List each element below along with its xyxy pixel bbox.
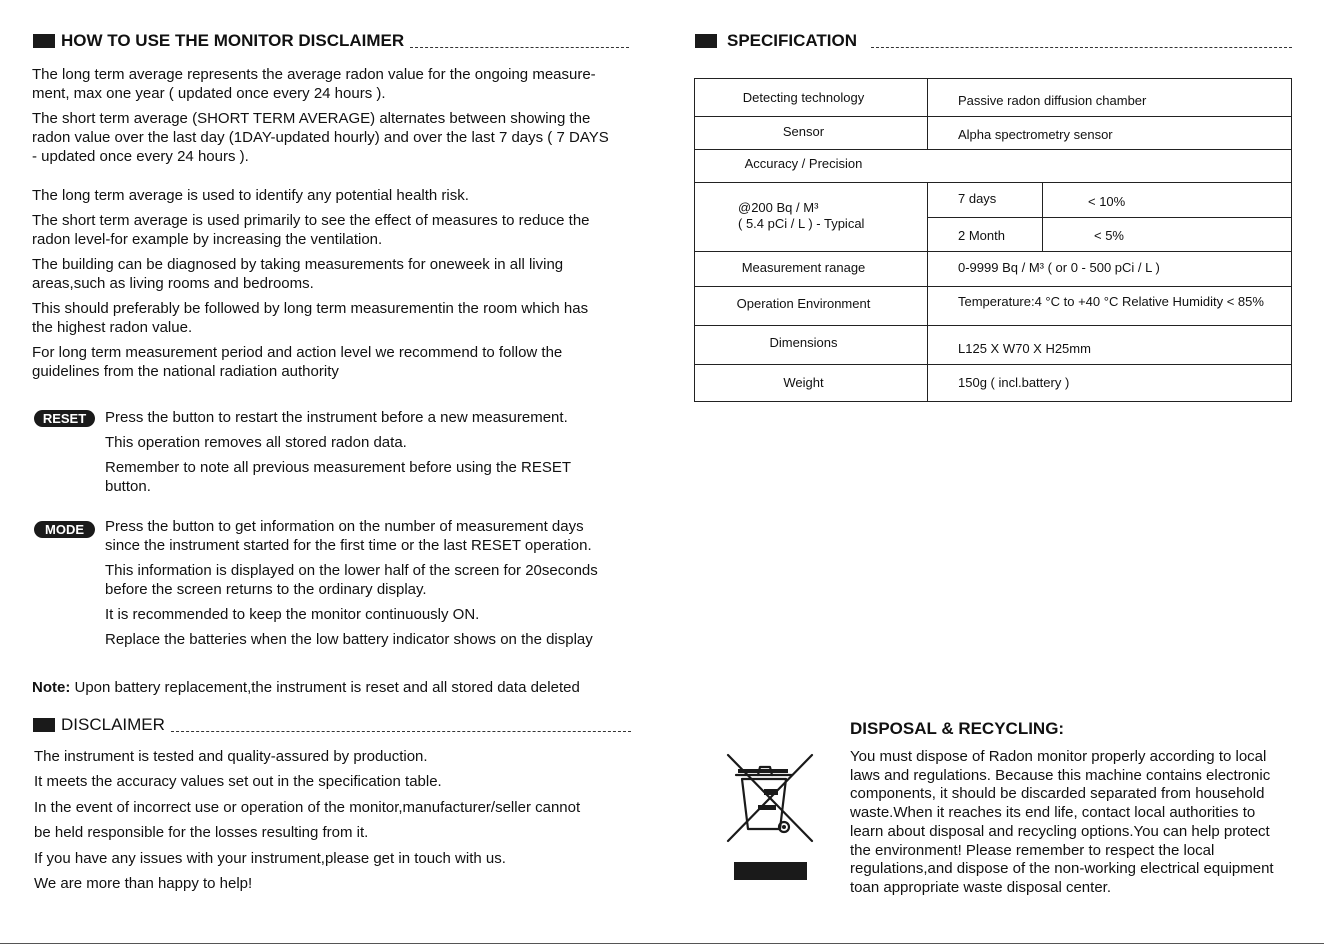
specification-title: SPECIFICATION xyxy=(727,31,858,50)
table-rule xyxy=(695,364,1291,365)
disclaimer-title: DISCLAIMER xyxy=(61,715,165,734)
heading-dashed-rule xyxy=(171,731,631,732)
paragraph-followup: This should preferably be followed by long term measurementin the room which has the highest radon value. xyxy=(32,300,589,336)
table-rule xyxy=(695,251,1291,252)
paragraph-long-term: The long term average represents the average radon value for the ongoing measure- ment, max one year ( updated once every 24 hours ). xyxy=(32,66,596,102)
spec-value-range: 0-9999 Bq / M³ ( or 0 - 500 pCi / L ) xyxy=(958,260,1160,275)
spec-value-dimensions: L125 X W70 X H25mm xyxy=(958,341,1091,356)
how-to-use-heading xyxy=(33,31,629,51)
disclaimer-line-1: The instrument is tested and quality-assured by production. xyxy=(34,748,428,765)
paragraph-health-risk: The long term average is used to identify any potential health risk. xyxy=(32,187,469,204)
table-rule xyxy=(1042,182,1043,251)
paragraph-guidelines: For long term measurement period and action level we recommend to follow the guidelines from the national radiation authority xyxy=(32,344,563,380)
crossed-out-wheelie-bin-icon xyxy=(726,753,816,845)
note-label: Note: xyxy=(32,679,71,696)
mode-line-1: Press the button to get information on the number of measurement days since the instrument started for the first time or the last RESET operation. xyxy=(105,518,592,554)
battery-note xyxy=(32,678,580,697)
mode-line-4: Replace the batteries when the low battery indicator shows on the display xyxy=(105,631,593,648)
page-bottom-rule xyxy=(0,943,1324,944)
disclaimer-line-3: In the event of incorrect use or operation of the monitor,manufacturer/seller cannot xyxy=(34,799,581,816)
spec-value-2-month: < 5% xyxy=(1094,228,1124,243)
spec-value-7-days: < 10% xyxy=(1088,194,1126,209)
spec-label-sensor: Sensor xyxy=(782,124,825,139)
table-rule xyxy=(695,286,1291,287)
specification-table xyxy=(694,78,1292,402)
heading-square-icon xyxy=(33,34,55,48)
spec-value-detecting: Passive radon diffusion chamber xyxy=(958,93,1147,108)
heading-square-icon xyxy=(695,34,717,48)
reset-badge: RESET xyxy=(34,410,95,427)
table-rule xyxy=(695,325,1291,326)
spec-value-sensor: Alpha spectrometry sensor xyxy=(958,127,1113,142)
spec-label-dimensions: Dimensions xyxy=(769,335,838,350)
spec-period-7-days: 7 days xyxy=(958,191,997,206)
mode-line-2: This information is displayed on the lower half of the screen for 20seconds before the screen returns to the ordinary display. xyxy=(105,562,598,598)
table-rule xyxy=(695,149,1291,150)
reset-line-1: Press the button to restart the instrument before a new measurement. xyxy=(105,409,568,426)
paragraph-short-term-use: The short term average is used primarily to see the effect of measures to reduce the radon level-for example by increasing the ventilation. xyxy=(32,212,590,248)
disclaimer-heading xyxy=(33,715,631,735)
note-text: Upon battery replacement,the instrument is reset and all stored data deleted xyxy=(74,679,580,696)
heading-square-icon xyxy=(33,718,55,732)
reset-line-2: This operation removes all stored radon data. xyxy=(105,434,407,451)
table-rule xyxy=(927,182,928,401)
spec-label-accuracy: Accuracy / Precision xyxy=(744,156,863,171)
spec-label-range: Measurement ranage xyxy=(741,260,866,275)
paragraph-diagnosis: The building can be diagnosed by taking measurements for oneweek in all living areas,such as living rooms and bedrooms. xyxy=(32,256,564,292)
table-rule xyxy=(695,116,1291,117)
spec-label-environment: Operation Environment xyxy=(736,296,871,311)
mode-line-3: It is recommended to keep the monitor continuously ON. xyxy=(105,606,480,623)
table-rule xyxy=(927,79,928,149)
spec-period-2-month: 2 Month xyxy=(958,228,1005,243)
disposal-title: DISPOSAL & RECYCLING: xyxy=(850,719,1065,738)
disclaimer-line-2: It meets the accuracy values set out in the specification table. xyxy=(34,773,442,790)
spec-value-weight: 150g ( incl.battery ) xyxy=(958,375,1070,390)
spec-label-typical-line2: ( 5.4 pCi / L ) - Typical xyxy=(738,216,865,231)
spec-label-typical-line1: @200 Bq / M³ xyxy=(738,200,819,215)
how-to-use-title: HOW TO USE THE MONITOR DISCLAIMER xyxy=(61,31,405,50)
disclaimer-line-5: If you have any issues with your instrument,please get in touch with us. xyxy=(34,850,506,867)
disposal-text: You must dispose of Radon monitor properly according to local laws and regulations. Because this machine contains electronic components, it should be discarded separated from household waste.When it reaches its end life, contact local authorities to learn about disposal and recycling options.You can help protect the environment! Please remember to respect the local regulations,and dispose of the non-working electrical equipment toan appropriate waste disposal center. xyxy=(850,748,1274,896)
table-rule xyxy=(695,182,1291,183)
heading-dashed-rule xyxy=(871,47,1292,48)
heading-dashed-rule xyxy=(410,47,629,48)
specification-heading xyxy=(695,31,1292,51)
mode-badge: MODE xyxy=(34,521,95,538)
spec-label-detecting: Detecting technology xyxy=(742,90,865,105)
spec-label-weight: Weight xyxy=(783,375,824,390)
disposal-black-bar xyxy=(734,862,807,880)
disclaimer-line-4: be held responsible for the losses resulting from it. xyxy=(34,824,369,841)
reset-line-3: Remember to note all previous measurement before using the RESET button. xyxy=(105,459,572,495)
table-rule xyxy=(927,217,1291,218)
disclaimer-line-6: We are more than happy to help! xyxy=(34,875,253,892)
spec-value-environment: Temperature:4 °C to +40 °C Relative Humidity < 85% xyxy=(958,294,1264,309)
paragraph-short-term: The short term average (SHORT TERM AVERAGE) alternates between showing the radon value over the last day (1DAY-updated hourly) and over the last 7 days ( 7 DAYS - updated once every 24 hours ). xyxy=(32,110,609,165)
